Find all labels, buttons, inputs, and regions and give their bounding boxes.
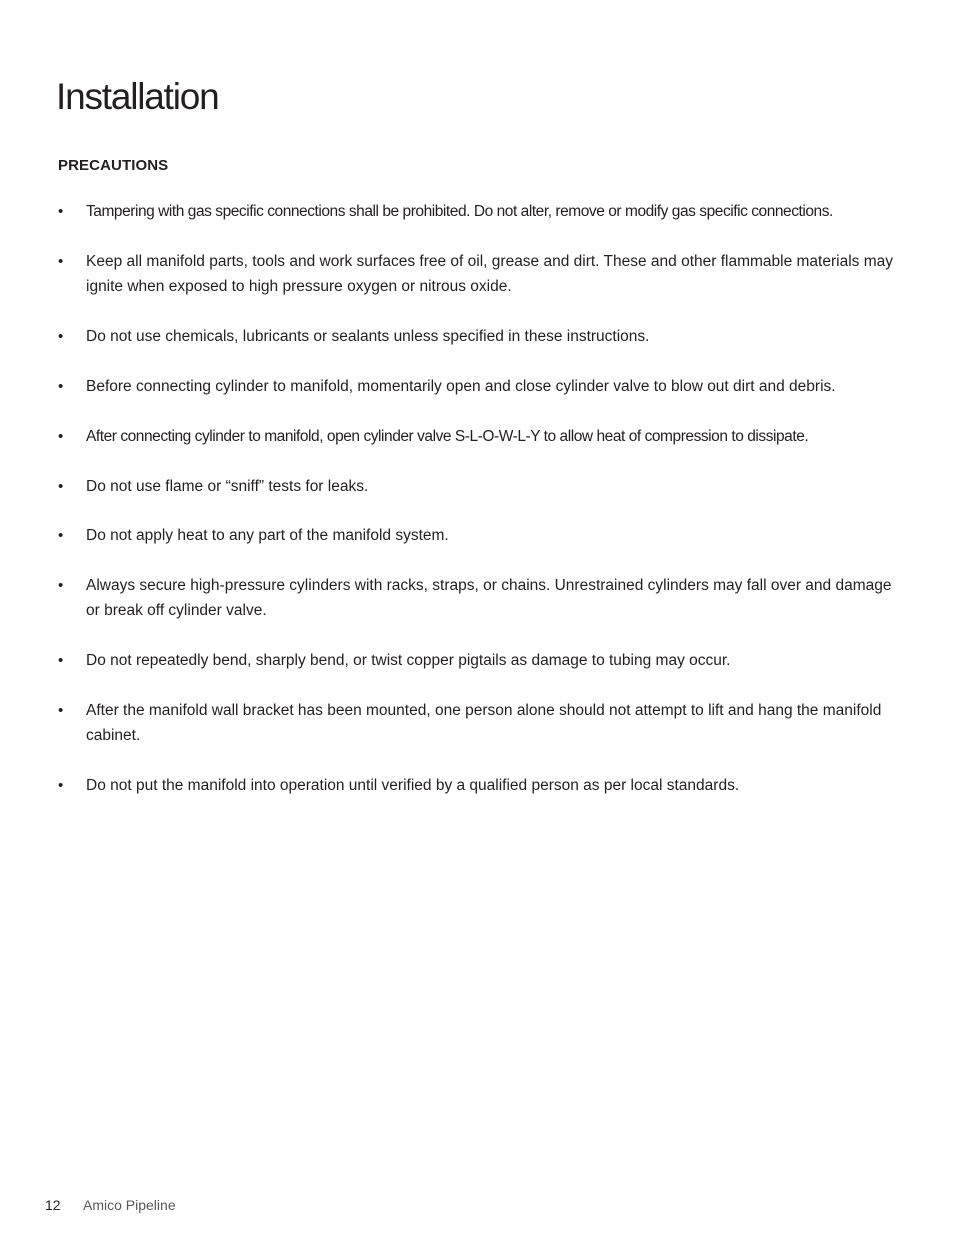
precaution-text: Do not repeatedly bend, sharply bend, or twist copper pigtails as damage to tubing may occur. <box>86 652 731 669</box>
precaution-text: Keep all manifold parts, tools and work surfaces free of oil, grease and dirt. These and other flammable materials may ignite when exposed to high pressure oxygen or nitrous oxide. <box>86 253 893 295</box>
precaution-item <box>58 523 898 548</box>
publication-name: Amico Pipeline <box>83 1197 176 1213</box>
bullet-icon: • <box>58 428 64 445</box>
precaution-item <box>58 698 898 748</box>
section-heading-precautions: PRECAUTIONS <box>58 157 169 174</box>
bullet-icon: • <box>58 203 64 220</box>
precaution-item <box>58 324 898 349</box>
precaution-item <box>58 648 898 673</box>
precaution-item <box>58 773 898 798</box>
bullet-icon: • <box>58 652 64 669</box>
precaution-text: Before connecting cylinder to manifold, momentarily open and close cylinder valve to blow out dirt and debris. <box>86 378 836 395</box>
precaution-text: After connecting cylinder to manifold, open cylinder valve S-L-O-W-L-Y to allow heat of compression to dissipate. <box>86 428 809 445</box>
precaution-text: Do not use flame or “sniff” tests for leaks. <box>86 478 369 495</box>
page-number: 12 <box>45 1197 61 1213</box>
precaution-item <box>58 573 898 623</box>
precaution-item <box>58 374 898 399</box>
precaution-text: Always secure high-pressure cylinders with racks, straps, or chains. Unrestrained cylinders may fall over and damage or break off cylinder valve. <box>86 577 892 619</box>
bullet-icon: • <box>58 777 64 794</box>
precaution-item <box>58 199 898 224</box>
bullet-icon: • <box>58 253 64 270</box>
precaution-item <box>58 249 898 299</box>
bullet-icon: • <box>58 478 64 495</box>
precaution-text: Do not use chemicals, lubricants or sealants unless specified in these instructions. <box>86 328 650 345</box>
precaution-text: After the manifold wall bracket has been mounted, one person alone should not attempt to lift and hang the manifold cabinet. <box>86 702 882 744</box>
precaution-text: Tampering with gas specific connections shall be prohibited. Do not alter, remove or modify gas specific connections. <box>86 203 833 220</box>
page-title: Installation <box>56 76 219 117</box>
precaution-text: Do not put the manifold into operation until verified by a qualified person as per local standards. <box>86 777 740 794</box>
bullet-icon: • <box>58 577 64 594</box>
bullet-icon: • <box>58 328 64 345</box>
precaution-item <box>58 424 898 449</box>
bullet-icon: • <box>58 378 64 395</box>
page-footer <box>45 1195 176 1215</box>
bullet-icon: • <box>58 702 64 719</box>
bullet-icon: • <box>58 527 64 544</box>
precaution-text: Do not apply heat to any part of the manifold system. <box>86 527 449 544</box>
precaution-item <box>58 474 898 499</box>
